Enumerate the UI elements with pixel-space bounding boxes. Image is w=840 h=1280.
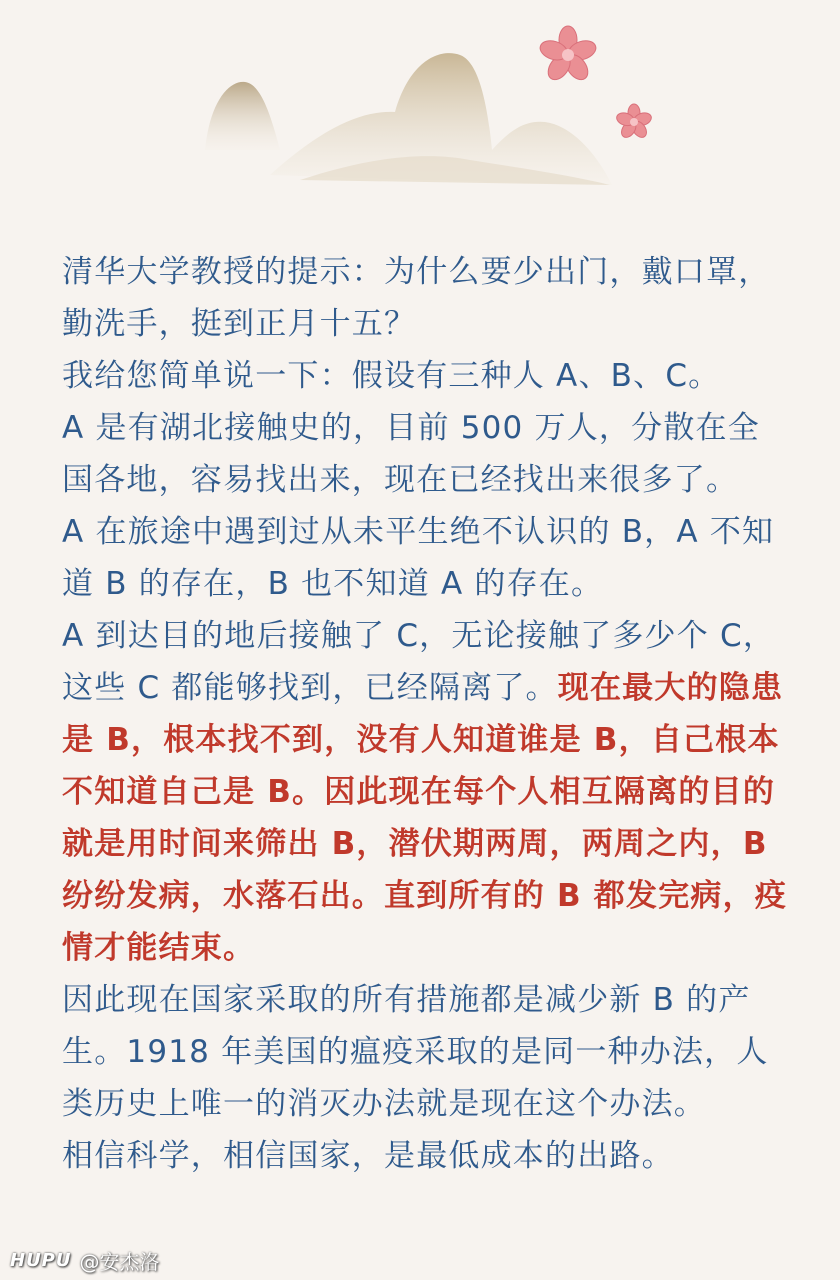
hupu-logo: HUPU [10, 1250, 72, 1271]
blossom-large [538, 26, 599, 84]
paragraph-a: A 是有湖北接触史的，目前 500 万人，分散在全国各地，容易找出来，现在已经找出来很多了。 [62, 410, 760, 498]
paragraph-conclusion: 相信科学，相信国家，是最低成本的出路。 [62, 1138, 674, 1174]
article-body [62, 246, 792, 1182]
article-title-paragraph: 清华大学教授的提示：为什么要少出门，戴口罩，勤洗手，挺到正月十五？ [62, 254, 771, 342]
paragraph-measures: 因此现在国家采取的所有措施都是减少新 B 的产生。1918 年美国的瘟疫采取的是同一种办法，人类历史上唯一的消灭办法就是现在这个办法。 [62, 982, 769, 1122]
paragraph-intro: 我给您简单说一下：假设有三种人 A、B、C。 [62, 358, 721, 394]
paragraph-a-meets-b: A 在旅途中遇到过从未平生绝不认识的 B，A 不知道 B 的存在，B 也不知道 A 的存在。 [62, 514, 775, 602]
paragraph-c [62, 610, 792, 974]
mountain-illustration [0, 0, 840, 230]
paragraph-c-text: A 到达目的地后接触了 C，无论接触了多少个 C，这些 C 都能够找到，已经隔离了。 [62, 618, 776, 706]
blossom-small [615, 104, 653, 140]
watermark [10, 1246, 160, 1275]
watermark-username: @安杰洛 [79, 1250, 160, 1274]
highlighted-warning: 现在最大的隐患是 B，根本找不到，没有人知道谁是 B，自己根本不知道自己是 B。因此现在每个人相互隔离的目的就是用时间来筛出 B，潜伏期两周，两周之内，B 纷纷发病，水落石出。直到所有的 B 都发完病，疫情才能结束。 [62, 670, 788, 966]
